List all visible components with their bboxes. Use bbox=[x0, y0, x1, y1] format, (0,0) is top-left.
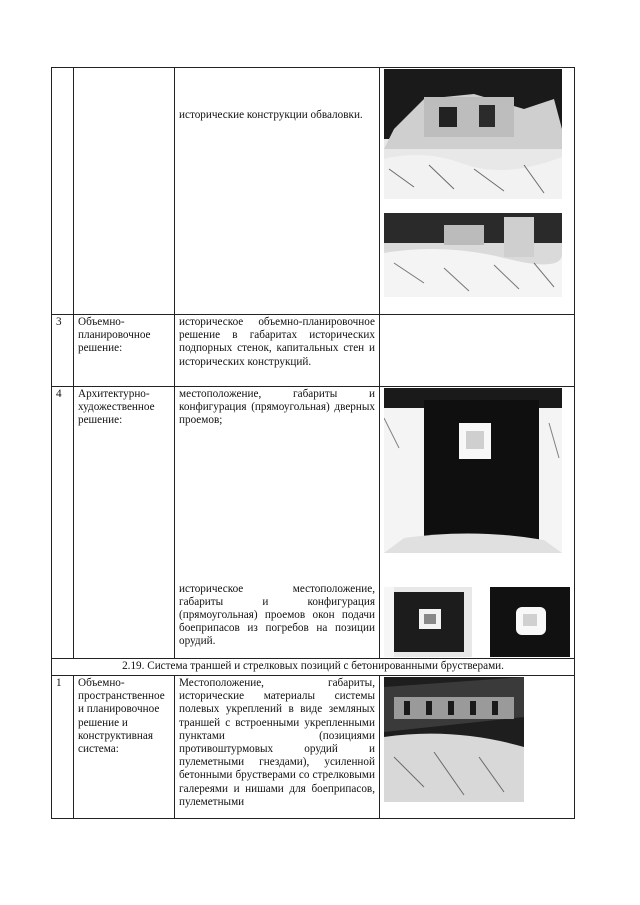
description-text: Местоположение, габариты, исторические материалы системы полевых укреплений в виде земляных траншей с встроенными укрепленными пунктами (позициями противоштурмовых орудий и пулеметными гнездами), усиленной бетонными брустверами со стрелковыми галереями и нишами для боеприпасов, пулеметными bbox=[179, 677, 375, 808]
row-name: Архитектурно-художественное решение: bbox=[74, 387, 175, 659]
supply-window-photo-left bbox=[384, 587, 472, 657]
table-row bbox=[52, 68, 575, 315]
description-text: исторические конструкции обваловки. bbox=[179, 109, 363, 121]
row-description bbox=[175, 315, 380, 387]
row-description bbox=[175, 68, 380, 315]
description-text-doors: местоположение, габариты и конфигурация (прямоугольная) дверных проемов; bbox=[179, 388, 375, 427]
row-description bbox=[175, 387, 380, 659]
row-description bbox=[175, 676, 380, 819]
section-title: 2.19. Система траншей и стрелковых позиций с бетонированными брустверами. bbox=[52, 659, 575, 676]
row-number: 4 bbox=[52, 387, 74, 659]
row-name: Объемно-планировочное решение: bbox=[74, 315, 175, 387]
supply-window-photo-right bbox=[490, 587, 570, 657]
photo-gap bbox=[384, 199, 570, 213]
row-name: Объемно-пространственное и планировочное решение и конструктивная система: bbox=[74, 676, 175, 819]
table-row bbox=[52, 659, 575, 676]
description-text: историческое объемно-планировочное решение в габаритах исторических подпорных стенок, капитальных стен и исторических конструкций. bbox=[179, 316, 375, 368]
trench-ruins-photo bbox=[384, 213, 570, 297]
objects-table bbox=[51, 67, 575, 819]
table-row bbox=[52, 387, 575, 659]
photo-gap bbox=[384, 553, 570, 587]
row-number bbox=[52, 68, 74, 315]
photo-cell bbox=[380, 387, 575, 659]
trench-parapet-photo bbox=[384, 677, 570, 802]
row-name bbox=[74, 68, 175, 315]
photo-cell bbox=[380, 68, 575, 315]
row-number: 1 bbox=[52, 676, 74, 819]
photo-cell bbox=[380, 315, 575, 387]
table-row bbox=[52, 676, 575, 819]
photo-cell bbox=[380, 676, 575, 819]
ruined-wall-photo bbox=[384, 69, 570, 199]
row-number: 3 bbox=[52, 315, 74, 387]
description-text-windows: историческое местоположение, габариты и конфигурация (прямоугольная) проемов окон подачи боеприпасов из погребов на позиции орудий. bbox=[179, 582, 375, 648]
doorway-photo bbox=[384, 388, 570, 553]
table-row bbox=[52, 315, 575, 387]
window-photos bbox=[384, 587, 570, 657]
